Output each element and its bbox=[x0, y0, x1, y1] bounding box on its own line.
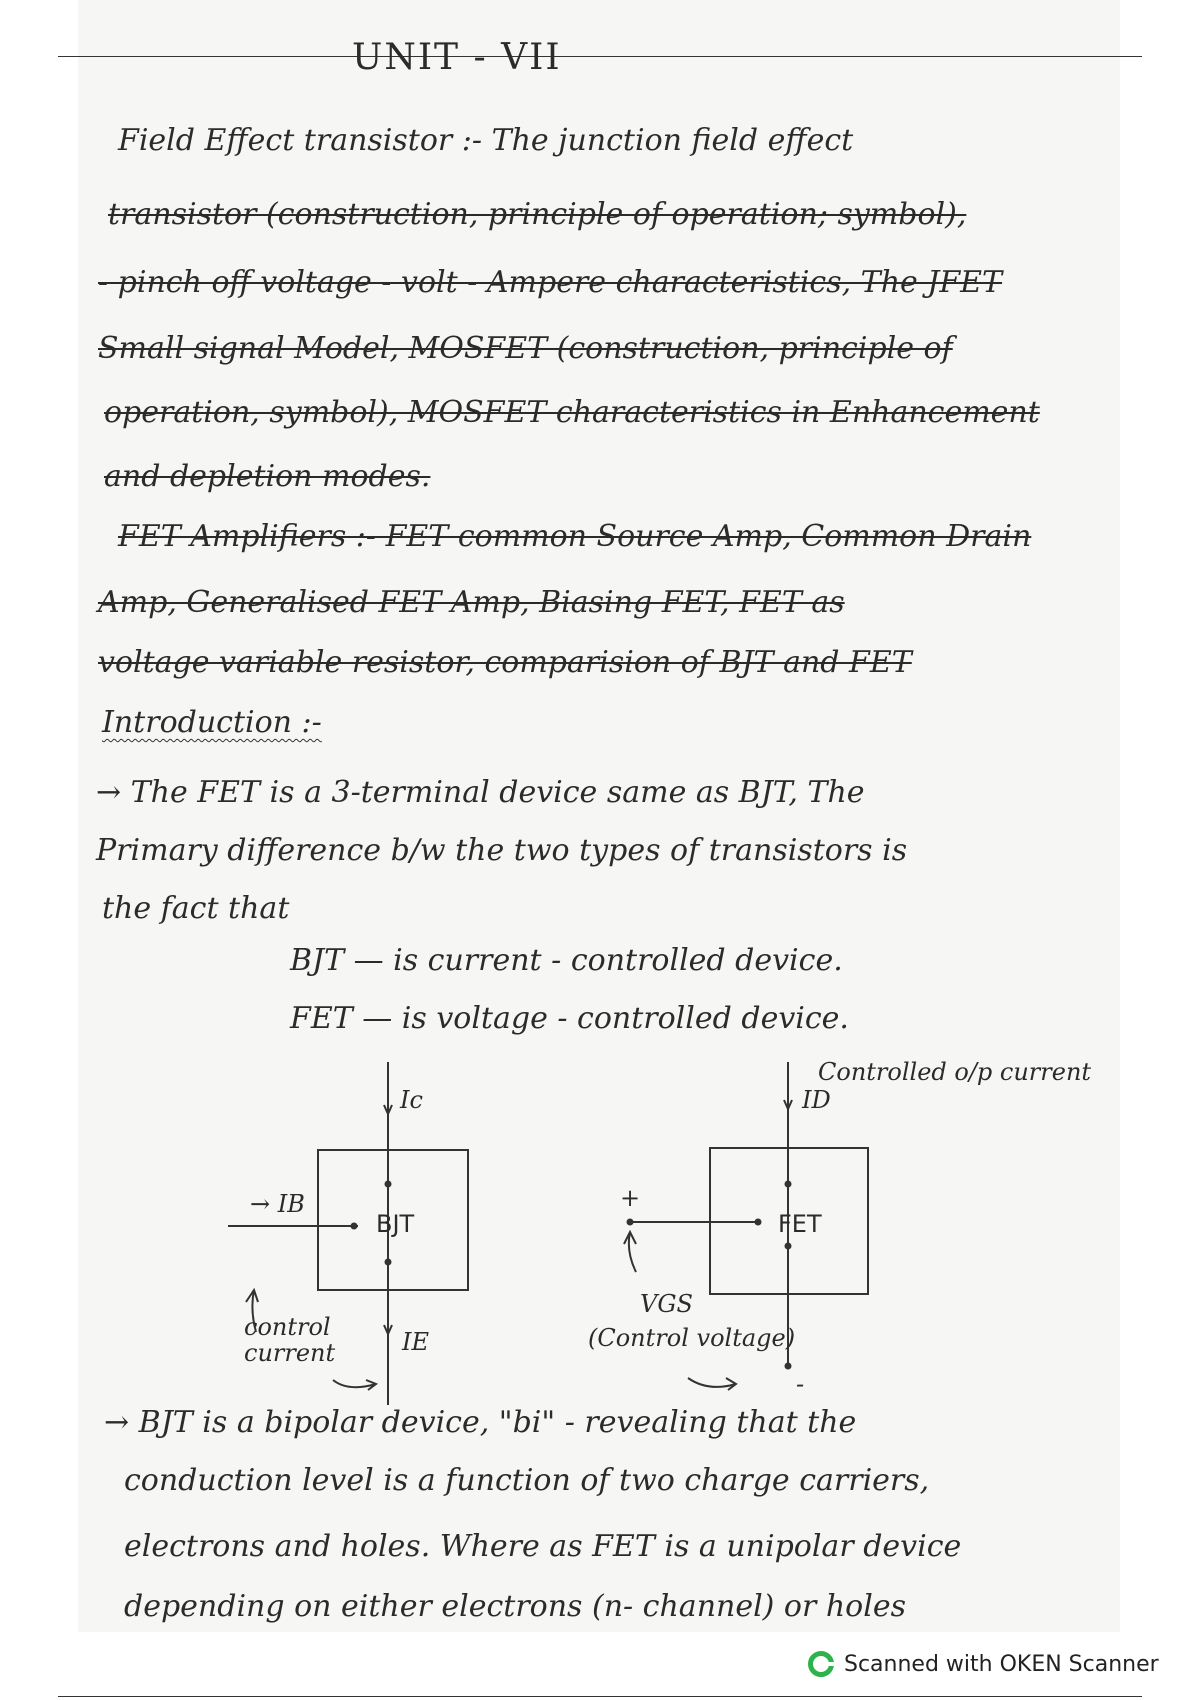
fet-definition: FET — is voltage - controlled device. bbox=[290, 1001, 849, 1036]
topic-line-3: - pinch off voltage - volt - Ampere characteristics, The JFET bbox=[98, 265, 1003, 300]
fet-node-bottom bbox=[785, 1243, 792, 1250]
top-divider bbox=[58, 56, 1142, 57]
fet-plus-label: + bbox=[620, 1184, 641, 1212]
bjt-definition: BJT — is current - controlled device. bbox=[290, 943, 843, 978]
bjt-node-top bbox=[385, 1181, 392, 1188]
scanner-text: Scanned with OKEN Scanner bbox=[844, 1651, 1159, 1677]
bjt-box-label: BJT bbox=[376, 1210, 415, 1238]
topic-line-4: Small signal Model, MOSFET (construction, principle of bbox=[98, 331, 953, 366]
fet-curved-arrow bbox=[688, 1378, 736, 1390]
body-paragraph-3: electrons and holes. Where as FET is a unipolar device bbox=[124, 1529, 962, 1564]
ie-label: IE bbox=[402, 1328, 429, 1356]
vgs-arrow bbox=[624, 1232, 636, 1272]
body-paragraph-4: depending on either electrons (n- channel) or holes bbox=[124, 1589, 906, 1624]
intro-heading: Introduction :- bbox=[102, 705, 322, 740]
intro-paragraph-2: Primary difference b/w the two types of transistors is bbox=[96, 833, 908, 868]
topic-line-7: FET Amplifiers :- FET common Source Amp, Common Drain bbox=[118, 519, 1032, 554]
bjt-fet-diagram bbox=[78, 1040, 1120, 1420]
bjt-node-bottom bbox=[385, 1259, 392, 1266]
fet-minus-label: - bbox=[796, 1370, 805, 1398]
ic-label: Ic bbox=[400, 1086, 423, 1114]
intro-paragraph-3: the fact that bbox=[102, 891, 290, 926]
bjt-curved-arrow bbox=[333, 1380, 376, 1390]
id-label: ID bbox=[802, 1086, 831, 1114]
intro-paragraph-1: → The FET is a 3-terminal device same as BJT, The bbox=[96, 775, 865, 810]
bjt-node-base bbox=[351, 1223, 358, 1230]
topic-line-2: transistor (construction, principle of operation; symbol), bbox=[108, 197, 967, 232]
oken-logo-icon bbox=[808, 1651, 834, 1677]
fet-box-label: FET bbox=[778, 1210, 822, 1238]
topic-line-5: operation, symbol), MOSFET characteristics in Enhancement bbox=[104, 395, 1040, 430]
body-paragraph-2: conduction level is a function of two charge carriers, bbox=[124, 1463, 930, 1498]
fet-gate-node bbox=[627, 1219, 634, 1226]
fet-node-gate-inner bbox=[755, 1219, 762, 1226]
fet-node-source bbox=[785, 1363, 792, 1370]
ib-label: → IB bbox=[250, 1190, 305, 1218]
scanner-watermark bbox=[808, 1648, 1159, 1680]
topic-line-6: and depletion modes. bbox=[104, 459, 431, 494]
unit-title: UNIT - VII bbox=[352, 37, 562, 78]
control-current-label: control current bbox=[244, 1313, 336, 1368]
controlled-output-label: Controlled o/p current bbox=[818, 1058, 1092, 1086]
topic-line-1: Field Effect transistor :- The junction field effect bbox=[118, 123, 854, 158]
topic-line-8: Amp, Generalised FET Amp, Biasing FET, FET as bbox=[98, 585, 845, 620]
topic-line-9: voltage variable resistor, comparision of BJT and FET bbox=[98, 645, 912, 680]
control-voltage-label: (Control voltage) bbox=[588, 1324, 796, 1352]
bottom-divider bbox=[58, 1696, 1142, 1697]
fet-node-top bbox=[785, 1181, 792, 1188]
body-paragraph-1: → BJT is a bipolar device, "bi" - revealing that the bbox=[104, 1405, 857, 1440]
vgs-label: VGS bbox=[640, 1290, 693, 1318]
